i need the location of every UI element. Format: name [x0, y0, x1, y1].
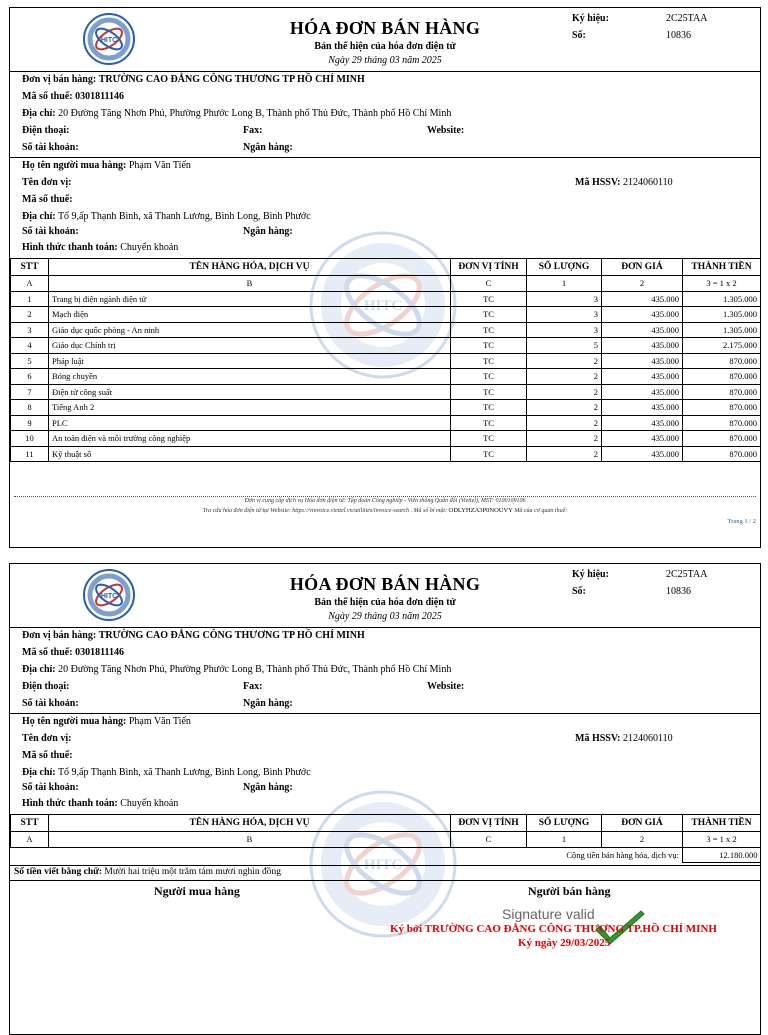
- cell-unit: TC: [451, 322, 527, 338]
- hitc-watermark-icon: [308, 789, 458, 939]
- buyer-unit-label: Tên đơn vị:: [22, 177, 72, 188]
- cell-stt: 10: [11, 431, 49, 447]
- seller-tax-line: [22, 647, 124, 658]
- logo-text: HITC: [100, 37, 118, 44]
- buyer-name-line: [22, 160, 191, 171]
- code-price: 2: [602, 832, 683, 848]
- seller-fax-label: Fax:: [243, 125, 263, 136]
- header-amount: THÀNH TIỀN: [683, 815, 761, 832]
- seller-address-label: Địa chỉ:: [22, 108, 56, 119]
- buyer-account-label: Số tài khoản:: [22, 226, 79, 237]
- buyer-signature-label: Người mua hàng: [154, 884, 240, 898]
- symbol-label: Ký hiệu:: [572, 13, 609, 24]
- seller-phone-label: Điện thoại:: [22, 125, 70, 136]
- payment-line: [22, 798, 178, 809]
- number-label: Số:: [572, 586, 586, 597]
- cell-item-name: Giáo dục Chính trị: [49, 338, 451, 354]
- cell-qty: 3: [527, 291, 602, 307]
- code-stt: A: [11, 276, 49, 292]
- header-name: TÊN HÀNG HÓA, DỊCH VỤ: [49, 815, 451, 832]
- divider: [10, 157, 760, 158]
- payment-label: Hình thức thanh toán:: [22, 242, 118, 253]
- column-code-row: [11, 276, 761, 292]
- divider: [10, 627, 760, 628]
- table-row: [11, 322, 761, 338]
- cell-unit: TC: [451, 338, 527, 354]
- cell-qty: 5: [527, 338, 602, 354]
- number-value: 10836: [666, 586, 691, 597]
- cell-item-name: Tiếng Anh 2: [49, 400, 451, 416]
- seller-name-label: Đơn vị bán hàng:: [22, 74, 97, 85]
- invoice-title: HÓA ĐƠN BÁN HÀNG: [289, 574, 481, 594]
- buyer-tax-label: Mã số thuế:: [22, 750, 73, 761]
- code-unit: C: [451, 832, 527, 848]
- cell-amount: 870.000: [683, 369, 761, 385]
- seller-name: TRƯỜNG CAO ĐẲNG CÔNG THƯƠNG TP HỒ CHÍ MINH: [98, 74, 365, 85]
- cell-qty: 3: [527, 307, 602, 323]
- table-row: [11, 431, 761, 447]
- seller-signature-label: Người bán hàng: [528, 884, 611, 898]
- cell-amount: 870.000: [683, 431, 761, 447]
- cell-price: 435.000: [602, 353, 683, 369]
- cell-qty: 2: [527, 431, 602, 447]
- cell-amount: 1.305.000: [683, 322, 761, 338]
- invoice-date: Ngày 29 tháng 03 năm 2025: [328, 55, 442, 66]
- footer-lookup: Tra cứu hóa đơn điện tử tại Website: https://vinvoice.viettel.vn/utilities/invoice-search . Mã số bí mật:: [202, 508, 448, 514]
- cell-stt: 1: [11, 291, 49, 307]
- cell-price: 435.000: [602, 291, 683, 307]
- cell-stt: 6: [11, 369, 49, 385]
- cell-item-name: An toàn điện và môi trường công nghiệp: [49, 431, 451, 447]
- payment-line: [22, 242, 178, 253]
- code-name: B: [49, 276, 451, 292]
- cell-stt: 7: [11, 384, 49, 400]
- total-row: [11, 847, 761, 863]
- buyer-bank-label: Ngân hàng:: [243, 226, 293, 237]
- table-row: [11, 384, 761, 400]
- cell-unit: TC: [451, 353, 527, 369]
- buyer-address-line: [22, 211, 311, 222]
- header-stt: STT: [11, 815, 49, 832]
- cell-price: 435.000: [602, 431, 683, 447]
- cell-item-name: Điện tử công suất: [49, 384, 451, 400]
- code-name: B: [49, 832, 451, 848]
- seller-fax-label: Fax:: [243, 681, 263, 692]
- code-stt: A: [11, 832, 49, 848]
- student-id-label: Mã HSSV:: [575, 177, 621, 188]
- seller-account-label: Số tài khoản:: [22, 698, 79, 709]
- divider: [10, 880, 760, 881]
- buyer-address-label: Địa chỉ:: [22, 767, 56, 778]
- watermark-text: HITC: [363, 298, 403, 314]
- symbol-label: Ký hiệu:: [572, 569, 609, 580]
- seller-tax-label: Mã số thuế:: [22, 91, 73, 102]
- cell-item-name: Pháp luật: [49, 353, 451, 369]
- cell-qty: 2: [527, 353, 602, 369]
- footer-provider: Đơn vị cung cấp dịch vụ Hóa đơn điện tử: Tập đoàn Công nghiệp - Viễn thông Quân đội (Viettel), MST: 0100109106: [244, 498, 526, 504]
- buyer-bank-label: Ngân hàng:: [243, 782, 293, 793]
- seller-bank-label: Ngân hàng:: [243, 142, 293, 153]
- code-unit: C: [451, 276, 527, 292]
- column-code-row: [11, 832, 761, 848]
- code-amount: 3 = 1 x 2: [683, 276, 761, 292]
- cell-item-name: PLC: [49, 415, 451, 431]
- table-row: [11, 400, 761, 416]
- invoice-title: HÓA ĐƠN BÁN HÀNG: [289, 18, 481, 38]
- watermark-text: HITC: [363, 857, 403, 873]
- seller-phone-label: Điện thoại:: [22, 681, 70, 692]
- buyer-address-label: Địa chỉ:: [22, 211, 56, 222]
- header-unit: ĐƠN VỊ TÍNH: [451, 259, 527, 276]
- buyer-name-line: [22, 716, 191, 727]
- cell-unit: TC: [451, 291, 527, 307]
- footer-separator: [14, 496, 756, 497]
- table-header-row: [11, 259, 761, 276]
- invoice-page-1: [9, 7, 761, 548]
- seller-tax-code: 0301811146: [75, 91, 124, 102]
- cell-item-name: Kỹ thuật số: [49, 446, 451, 462]
- buyer-unit-label: Tên đơn vị:: [22, 733, 72, 744]
- code-qty: 1: [527, 832, 602, 848]
- table-row: [11, 338, 761, 354]
- student-id-label: Mã HSSV:: [575, 733, 621, 744]
- cell-unit: TC: [451, 415, 527, 431]
- cell-stt: 3: [11, 322, 49, 338]
- cell-unit: TC: [451, 384, 527, 400]
- cell-price: 435.000: [602, 384, 683, 400]
- cell-unit: TC: [451, 446, 527, 462]
- header-stt: STT: [11, 259, 49, 276]
- buyer-address: Tổ 9,ấp Thạnh Bình, xã Thanh Lương, Bình Long, Bình Phước: [57, 211, 311, 222]
- cell-amount: 1.305.000: [683, 291, 761, 307]
- cell-qty: 3: [527, 322, 602, 338]
- invoice-page-2: [9, 563, 761, 1035]
- divider: [10, 713, 760, 714]
- cell-item-name: Giáo dục quốc phòng - An ninh: [49, 322, 451, 338]
- header-qty: SỐ LƯỢNG: [527, 259, 602, 276]
- seller-name-label: Đơn vị bán hàng:: [22, 630, 97, 641]
- buyer-student-id-line: [575, 177, 673, 188]
- cell-unit: TC: [451, 369, 527, 385]
- secret-code: ODLYHZA3P0NOUVY: [448, 507, 513, 514]
- cell-qty: 2: [527, 446, 602, 462]
- table-row: [11, 446, 761, 462]
- buyer-name-label: Họ tên người mua hàng:: [22, 716, 127, 727]
- invoice-subtitle: Bản thể hiện của hóa đơn điện tử: [314, 597, 456, 608]
- table-row: [11, 291, 761, 307]
- seller-address: 20 Đường Tăng Nhơn Phú, Phường Phước Long B, Thành phố Thủ Đức, Thành phố Hồ Chí Minh: [58, 664, 452, 675]
- seller-website-label: Website:: [427, 125, 465, 136]
- number-value: 10836: [666, 30, 691, 41]
- signature-valid-text: Signature valid: [502, 906, 595, 922]
- buyer-student-id-line: [575, 733, 673, 744]
- cell-stt: 9: [11, 415, 49, 431]
- table-row: [11, 307, 761, 323]
- buyer-tax-label: Mã số thuế:: [22, 194, 73, 205]
- seller-name-line: [22, 630, 365, 641]
- amount-words-line: [14, 867, 281, 877]
- seller-address-label: Địa chỉ:: [22, 664, 56, 675]
- cell-amount: 870.000: [683, 415, 761, 431]
- page-number: Trang 1 / 2: [727, 518, 756, 525]
- invoice-subtitle: Bản thể hiện của hóa đơn điện tử: [314, 41, 456, 52]
- cell-price: 435.000: [602, 322, 683, 338]
- cell-unit: TC: [451, 431, 527, 447]
- logo-text: HITC: [100, 593, 118, 600]
- divider: [10, 865, 760, 866]
- cell-amount: 870.000: [683, 400, 761, 416]
- seller-name-line: [22, 74, 365, 85]
- table-row: [11, 353, 761, 369]
- table-row: [11, 369, 761, 385]
- symbol-value: 2C25TAA: [666, 13, 708, 24]
- code-price: 2: [602, 276, 683, 292]
- cell-qty: 2: [527, 415, 602, 431]
- header-price: ĐƠN GIÁ: [602, 815, 683, 832]
- seller-tax-label: Mã số thuế:: [22, 647, 73, 658]
- buyer-name-label: Họ tên người mua hàng:: [22, 160, 127, 171]
- buyer-account-label: Số tài khoản:: [22, 782, 79, 793]
- seller-address-line: [22, 664, 451, 675]
- amount-words: Mười hai triệu một trăm tám mươi nghìn đồng: [104, 867, 281, 877]
- cell-amount: 870.000: [683, 384, 761, 400]
- signed-date-text: Ký ngày 29/03/2025: [518, 937, 611, 949]
- payment-method: Chuyển khoản: [120, 798, 179, 809]
- cell-item-name: Trang bị điện ngành điện tử: [49, 291, 451, 307]
- seller-tax-code: 0301811146: [75, 647, 124, 658]
- signed-by-text: Ký bởi TRƯỜNG CAO ĐẲNG CÔNG THƯƠNG TP.HỒ CHÍ MINH: [390, 923, 717, 935]
- seller-account-label: Số tài khoản:: [22, 142, 79, 153]
- cell-price: 435.000: [602, 400, 683, 416]
- seller-address: 20 Đường Tăng Nhơn Phú, Phường Phước Long B, Thành phố Thủ Đức, Thành phố Hồ Chí Minh: [58, 108, 452, 119]
- student-id: 2124060110: [622, 733, 673, 744]
- cell-amount: 2.175.000: [683, 338, 761, 354]
- buyer-name: Phạm Văn Tiến: [128, 716, 191, 727]
- header-unit: ĐƠN VỊ TÍNH: [451, 815, 527, 832]
- code-qty: 1: [527, 276, 602, 292]
- cell-price: 435.000: [602, 446, 683, 462]
- table-header-row: [11, 815, 761, 832]
- cell-unit: TC: [451, 400, 527, 416]
- tax-authority-code-label: Mã của cơ quan thuế:: [514, 508, 568, 514]
- seller-address-line: [22, 108, 451, 119]
- cell-price: 435.000: [602, 415, 683, 431]
- cell-stt: 11: [11, 446, 49, 462]
- code-amount: 3 = 1 x 2: [683, 832, 761, 848]
- header-price: ĐƠN GIÁ: [602, 259, 683, 276]
- items-table-summary: [10, 814, 761, 863]
- cell-price: 435.000: [602, 369, 683, 385]
- amount-words-label: Số tiền viết bằng chữ:: [14, 867, 103, 877]
- payment-method: Chuyển khoản: [120, 242, 179, 253]
- seller-tax-line: [22, 91, 124, 102]
- cell-qty: 2: [527, 369, 602, 385]
- total-amount: 12.180.000: [683, 847, 761, 863]
- cell-amount: 870.000: [683, 353, 761, 369]
- footer-lookup-line: [10, 507, 760, 514]
- invoice-date: Ngày 29 tháng 03 năm 2025: [328, 611, 442, 622]
- seller-name: TRƯỜNG CAO ĐẲNG CÔNG THƯƠNG TP HỒ CHÍ MINH: [98, 630, 365, 641]
- cell-item-name: Mạch điện: [49, 307, 451, 323]
- symbol-value: 2C25TAA: [666, 569, 708, 580]
- cell-qty: 2: [527, 384, 602, 400]
- table-row: [11, 415, 761, 431]
- header-name: TÊN HÀNG HÓA, DỊCH VỤ: [49, 259, 451, 276]
- divider: [10, 71, 760, 72]
- payment-label: Hình thức thanh toán:: [22, 798, 118, 809]
- buyer-address: Tổ 9,ấp Thạnh Bình, xã Thanh Lương, Bình Long, Bình Phước: [57, 767, 311, 778]
- cell-price: 435.000: [602, 307, 683, 323]
- total-label: Cộng tiền bán hàng hóa, dịch vụ:: [11, 847, 683, 863]
- cell-stt: 5: [11, 353, 49, 369]
- items-table: [10, 258, 761, 462]
- student-id: 2124060110: [622, 177, 673, 188]
- header-qty: SỐ LƯỢNG: [527, 815, 602, 832]
- cell-amount: 870.000: [683, 446, 761, 462]
- number-label: Số:: [572, 30, 586, 41]
- seller-website-label: Website:: [427, 681, 465, 692]
- cell-stt: 2: [11, 307, 49, 323]
- buyer-name: Phạm Văn Tiến: [128, 160, 191, 171]
- cell-qty: 2: [527, 400, 602, 416]
- header-amount: THÀNH TIỀN: [683, 259, 761, 276]
- seller-bank-label: Ngân hàng:: [243, 698, 293, 709]
- cell-amount: 1.305.000: [683, 307, 761, 323]
- cell-stt: 4: [11, 338, 49, 354]
- cell-stt: 8: [11, 400, 49, 416]
- cell-price: 435.000: [602, 338, 683, 354]
- buyer-address-line: [22, 767, 311, 778]
- cell-unit: TC: [451, 307, 527, 323]
- cell-item-name: Bóng chuyền: [49, 369, 451, 385]
